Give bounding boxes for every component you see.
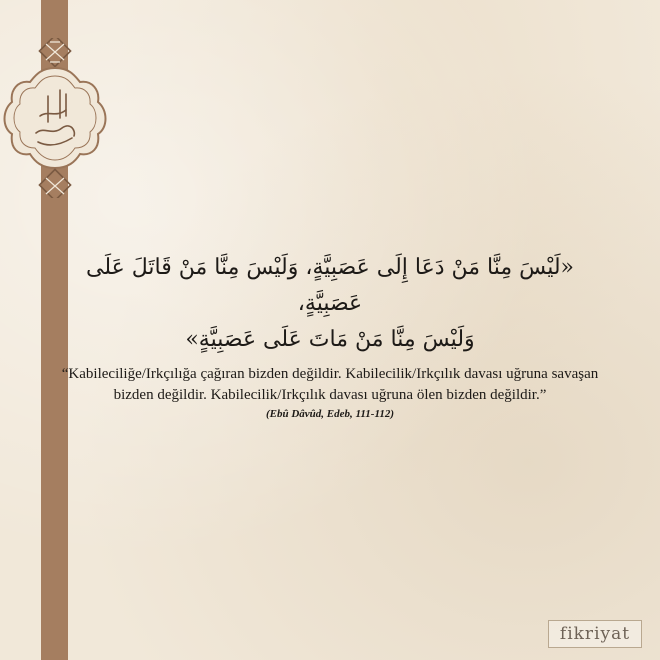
arabic-line-2: وَلَيْسَ مِنَّا مَنْ مَاتَ عَلَى عَصَبِيَّةٍ»: [185, 327, 475, 352]
brand-label: fikriyat: [559, 624, 631, 644]
hadith-block: [60, 250, 600, 420]
arabic-text: [60, 250, 600, 358]
brand-logo: [548, 620, 642, 648]
arabic-line-1: «لَيْسَ مِنَّا مَنْ دَعَا إِلَى عَصَبِيَّةٍ، وَلَيْسَ مِنَّا مَنْ قَاتَلَ عَلَى عَصَبِيَّةٍ،: [85, 255, 575, 316]
knot-medallion-icon: [0, 38, 110, 198]
translation-text: “Kabileciliğe/Irkçılığa çağıran bizden değildir. Kabilecilik/Irkçılık davası uğruna savaşan bizden değildir. Kabilecilik/Irkçılık davası uğruna ölen bizden değildir.”: [61, 366, 599, 403]
citation-text: (Ebû Dâvûd, Edeb, 111-112): [265, 408, 395, 420]
